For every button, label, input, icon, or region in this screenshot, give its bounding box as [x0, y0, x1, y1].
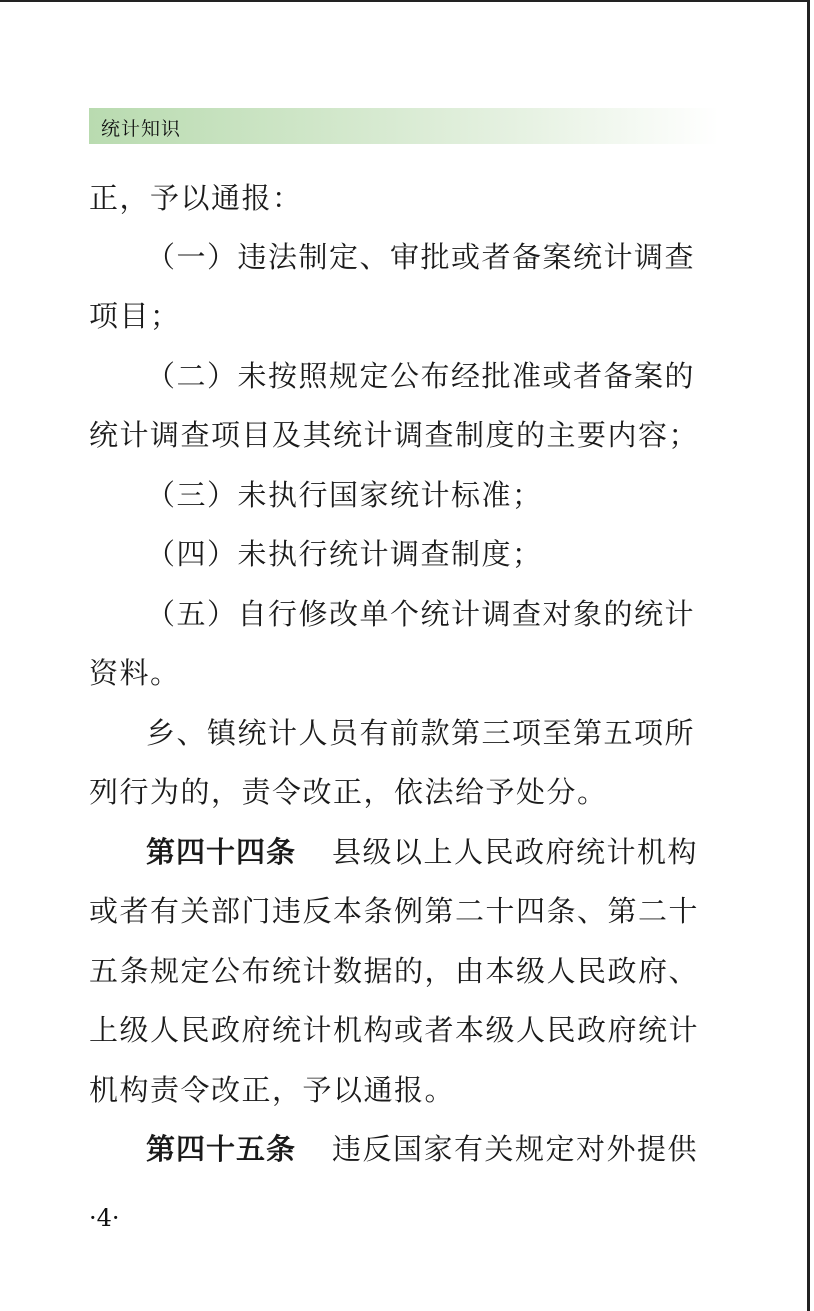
text-line: 或者有关部门违反本条例第二十四条、第二十: [89, 894, 700, 928]
text-line: 正，予以通报：: [89, 181, 303, 215]
text-line: （四）未执行统计调查制度；: [146, 537, 543, 571]
text-line: 县级以上人民政府统计机构: [332, 835, 699, 869]
text-line: 资料。: [89, 656, 181, 690]
text-line: 上级人民政府统计机构或者本级人民政府统计: [89, 1013, 700, 1047]
page-number: ·4·: [89, 1204, 120, 1232]
text-line: 违反国家有关规定对外提供: [332, 1132, 699, 1166]
text-line: 列行为的，责令改正，依法给予处分。: [89, 775, 608, 809]
text-line: （一）违法制定、审批或者备案统计调查: [146, 240, 696, 274]
article-44-heading: 第四十四条: [146, 835, 297, 869]
text-line: 统计调查项目及其统计调查制度的主要内容；: [89, 418, 700, 452]
text-line: 乡、镇统计人员有前款第三项至第五项所: [146, 716, 696, 750]
text-line: 五条规定公布统计数据的，由本级人民政府、: [89, 954, 700, 988]
text-line: 项目；: [89, 299, 181, 333]
article-45-heading: 第四十五条: [146, 1132, 297, 1166]
text-line: （三）未执行国家统计标准；: [146, 478, 543, 512]
article-44-line: [146, 834, 698, 870]
text-line: 机构责令改正，予以通报。: [89, 1073, 456, 1107]
section-header-band: [89, 108, 719, 144]
text-line: （五）自行修改单个统计调查对象的统计: [146, 597, 696, 631]
article-45-line: [146, 1131, 698, 1167]
text-line: （二）未按照规定公布经批准或者备案的: [146, 359, 696, 393]
section-label: 统计知识: [101, 118, 182, 140]
